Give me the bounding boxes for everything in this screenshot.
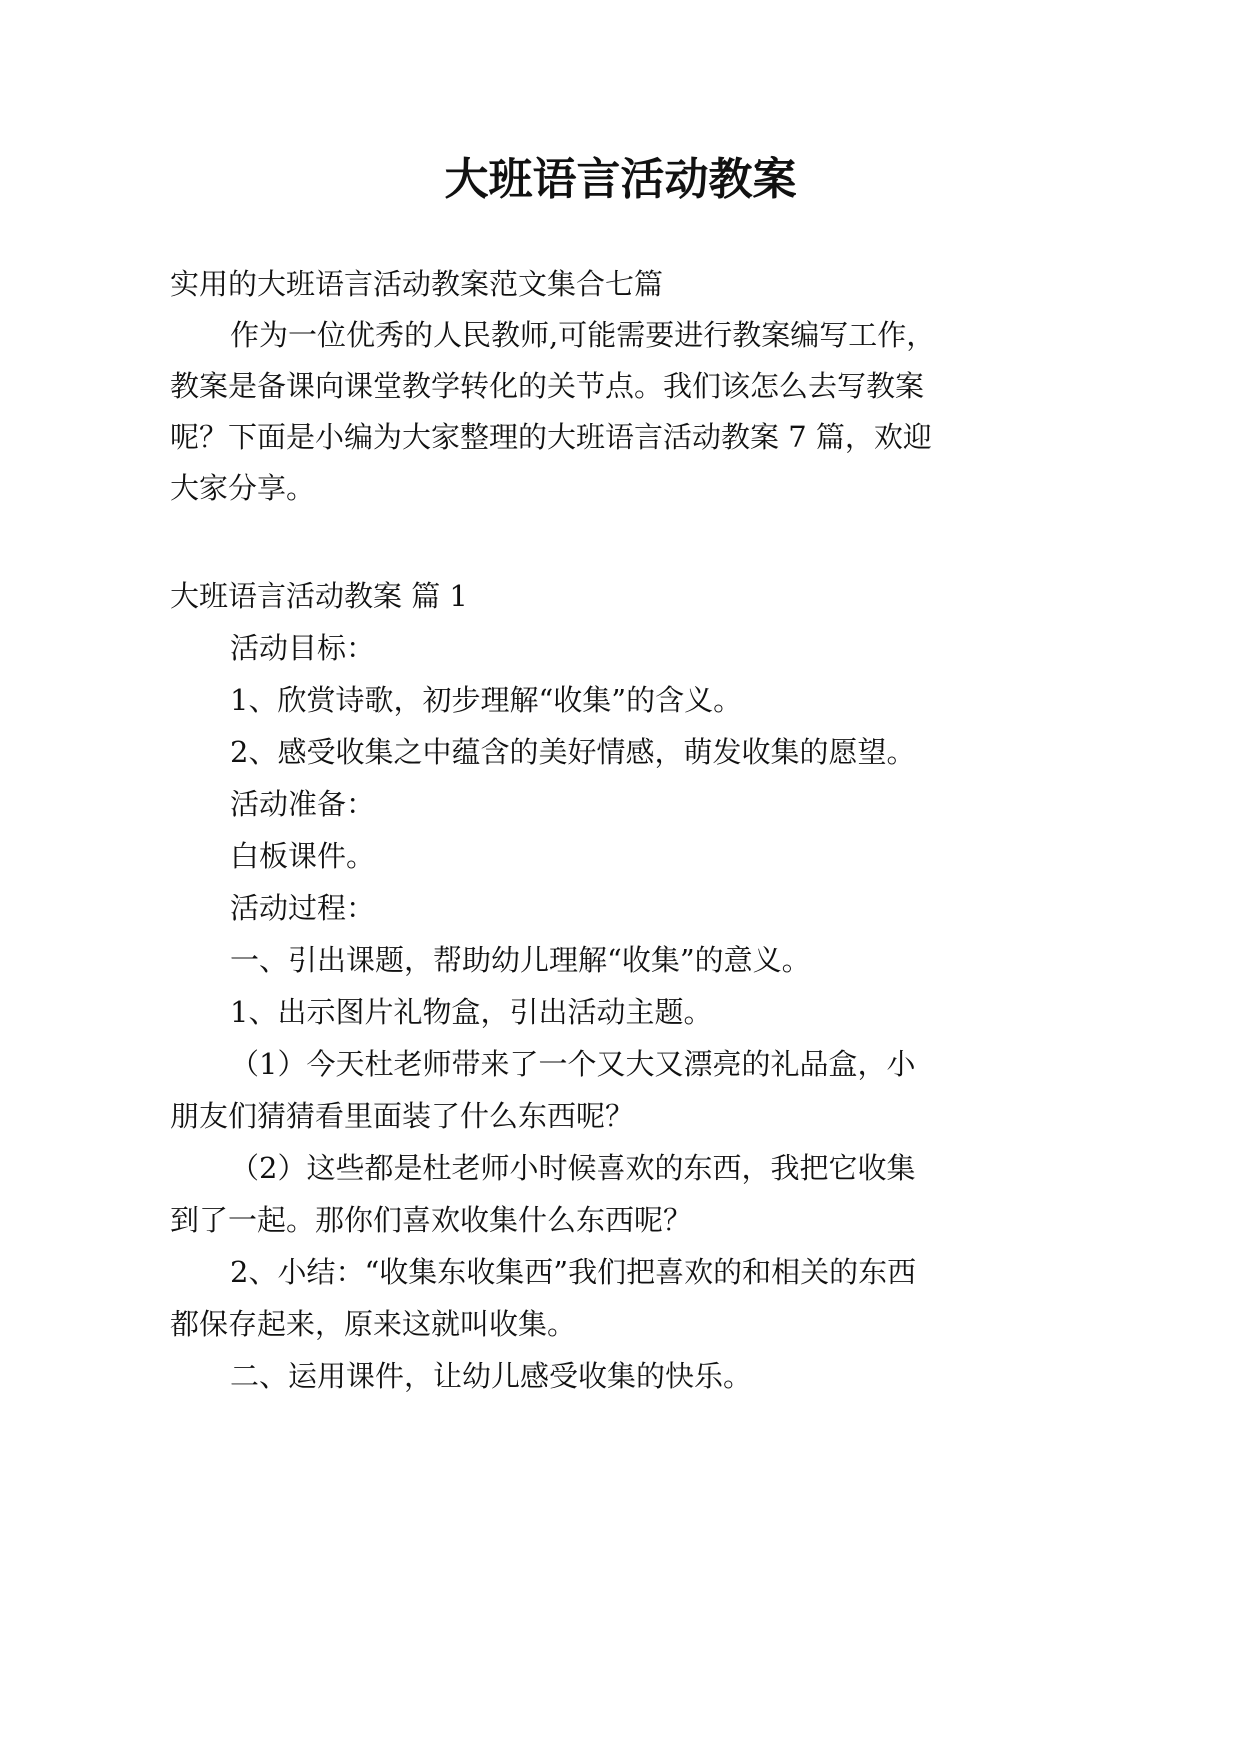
body-line: （1）今天杜老师带来了一个又大又漂亮的礼品盒，小 — [230, 1047, 916, 1081]
body-line: 2、小结：“收集东收集西”我们把喜欢的和相关的东西 — [230, 1255, 917, 1289]
body-line: 活动目标： — [230, 631, 376, 665]
body-line: 朋友们猜猜看里面装了什么东西呢？ — [170, 1099, 635, 1133]
body-line: 活动过程： — [230, 891, 376, 925]
body-line: 到了一起。那你们喜欢收集什么东西呢？ — [170, 1203, 693, 1237]
body-line: 2、感受收集之中蕴含的美好情感，萌发收集的愿望。 — [230, 735, 916, 769]
body-line: 活动准备： — [230, 787, 376, 821]
body-line: 1、欣赏诗歌，初步理解“收集”的含义。 — [230, 683, 743, 717]
document-title: 大班语言活动教案 — [444, 154, 797, 205]
body-line: （2）这些都是杜老师小时候喜欢的东西，我把它收集 — [230, 1151, 916, 1185]
body-line: 1、出示图片礼物盒，引出活动主题。 — [230, 995, 713, 1029]
body-line: 一、引出课题，帮助幼儿理解“收集”的意义。 — [230, 943, 811, 977]
intro-line-4: 大家分享。 — [170, 471, 316, 505]
body-line: 白板课件。 — [230, 839, 376, 873]
section-heading: 大班语言活动教案 篇 1 — [170, 579, 468, 613]
body-line: 都保存起来，原来这就叫收集。 — [170, 1307, 577, 1341]
intro-line-2: 教案是备课向课堂教学转化的关节点。我们该怎么去写教案 — [170, 369, 925, 403]
subtitle-line: 实用的大班语言活动教案范文集合七篇 — [170, 267, 664, 301]
body-line: 二、运用课件，让幼儿感受收集的快乐。 — [230, 1359, 753, 1393]
intro-line-1: 作为一位优秀的人民教师,可能需要进行教案编写工作， — [230, 318, 936, 352]
intro-line-3: 呢？下面是小编为大家整理的大班语言活动教案 7 篇，欢迎 — [170, 420, 932, 454]
